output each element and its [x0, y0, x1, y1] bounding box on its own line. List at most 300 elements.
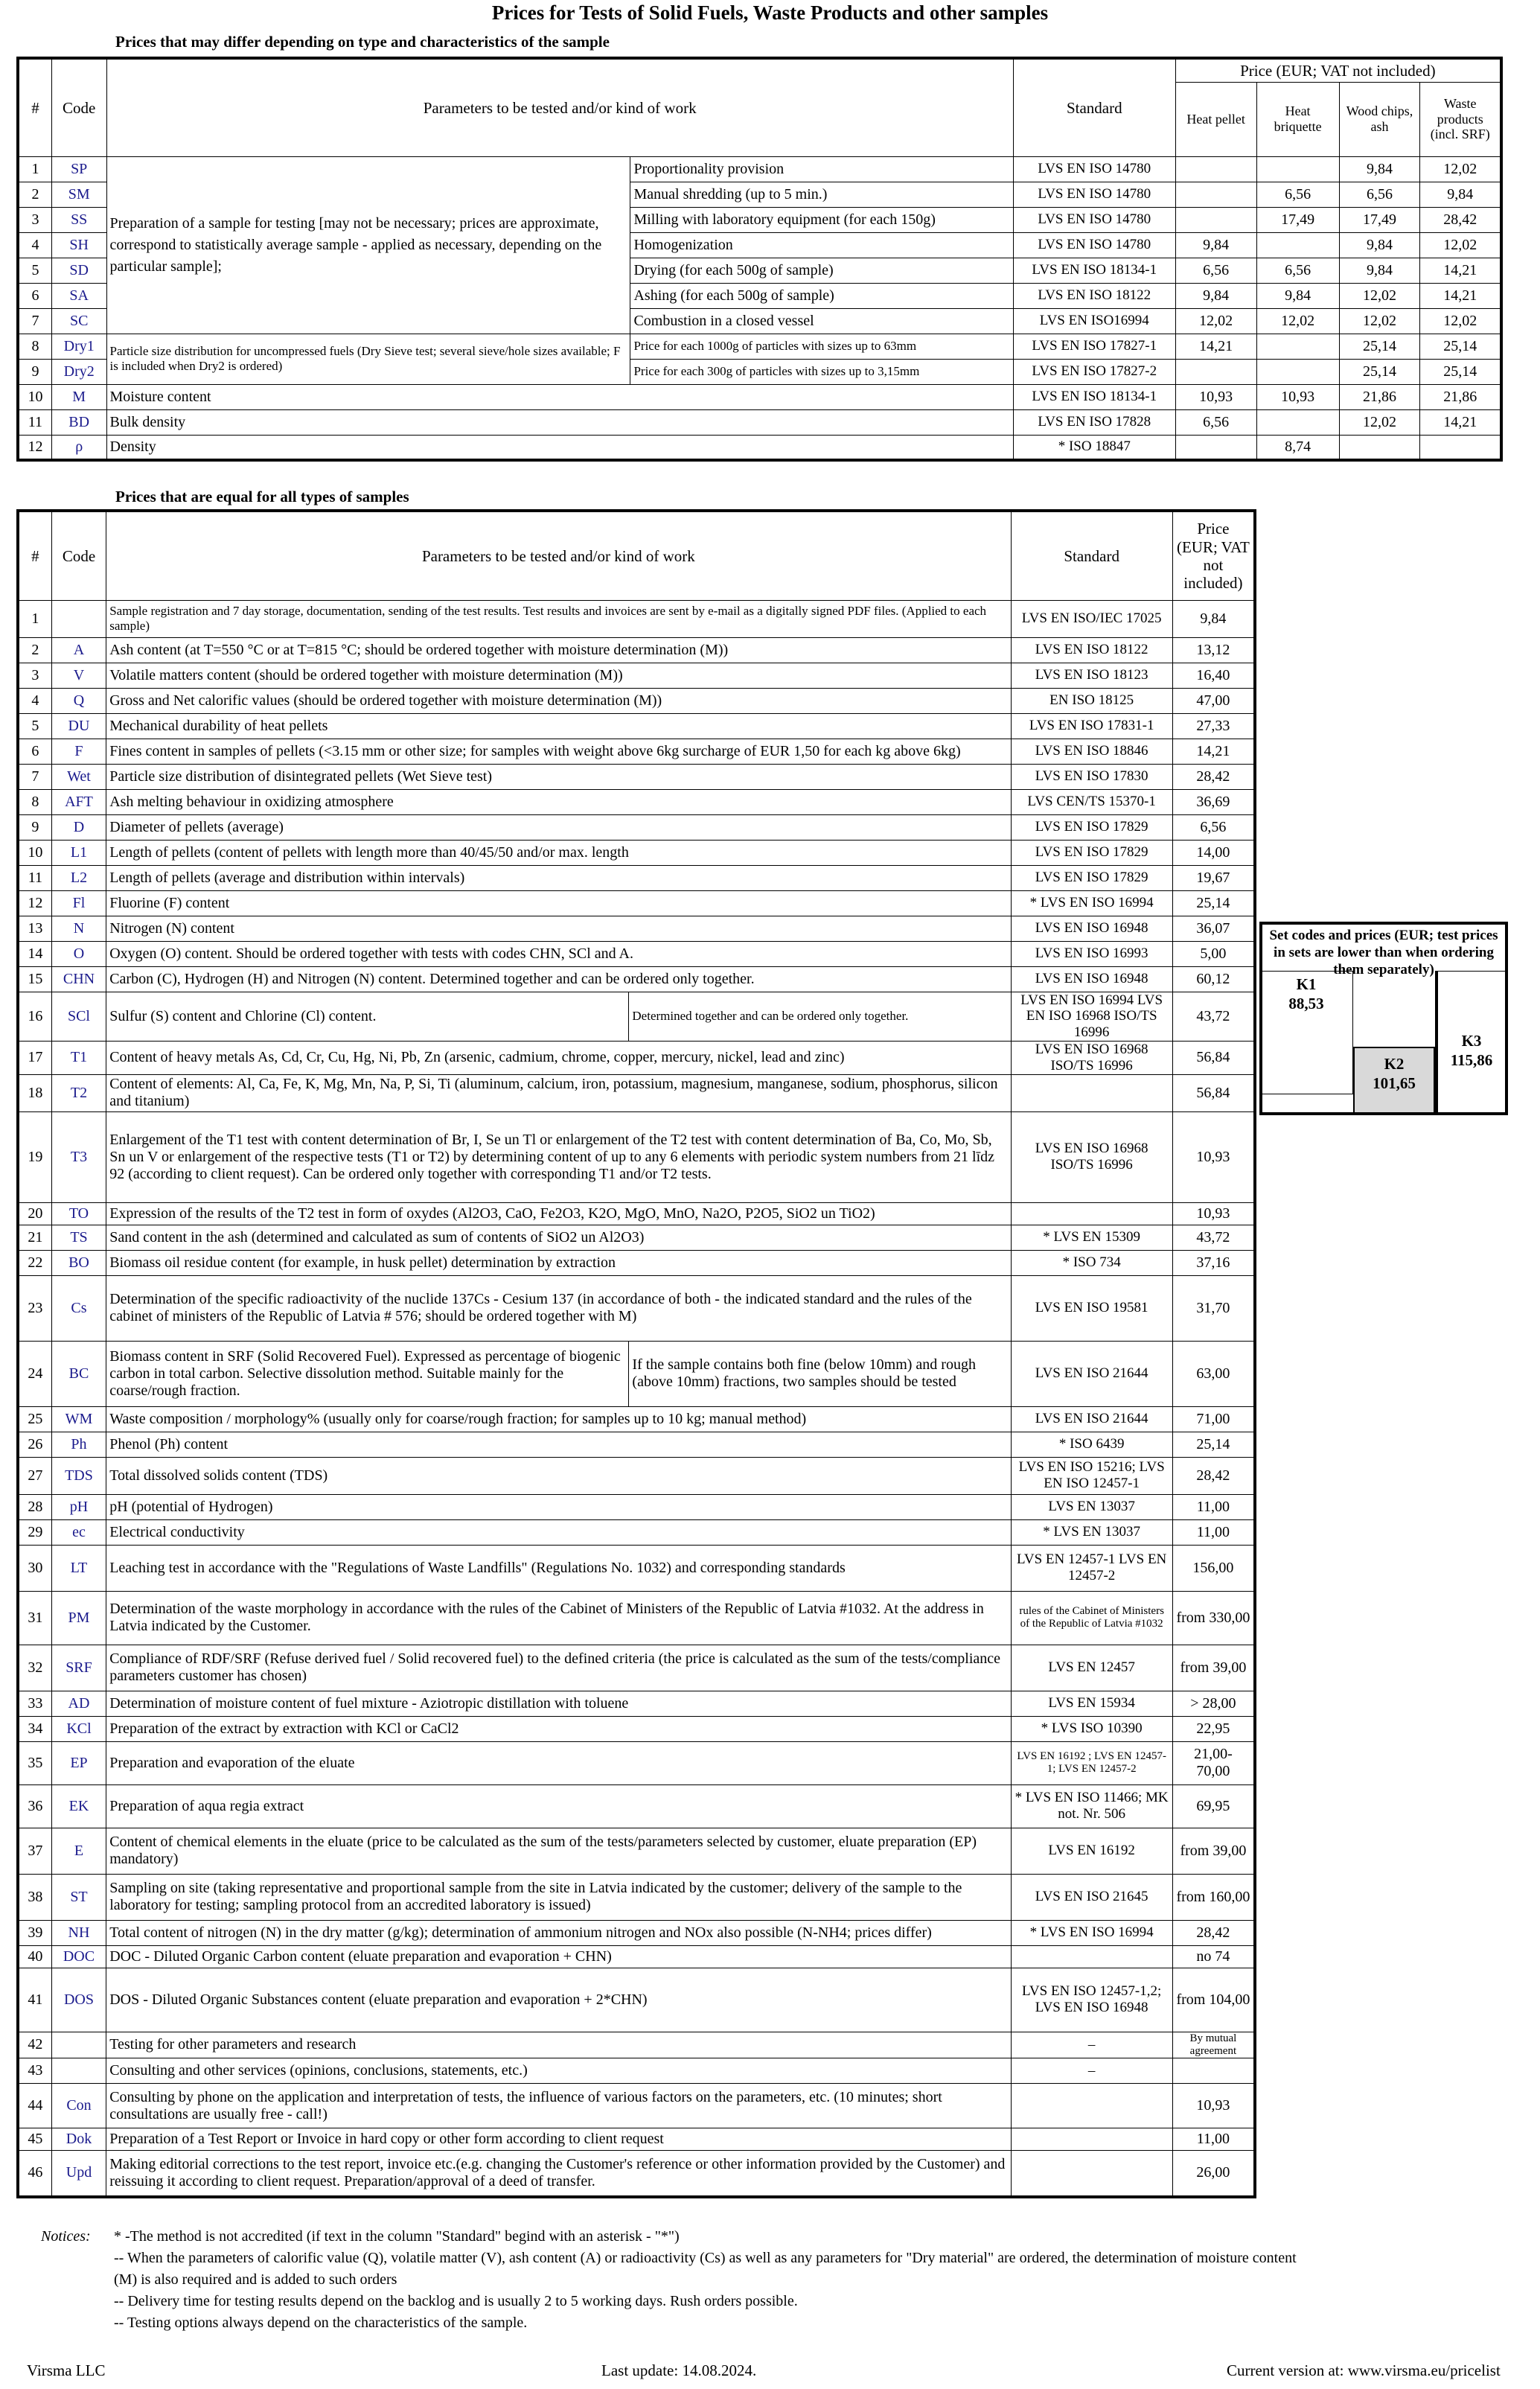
- row-num: 34: [18, 1716, 51, 1741]
- row-num: 3: [18, 663, 51, 688]
- row-standard: LVS EN ISO 14780: [1013, 207, 1175, 232]
- row-text: Preparation of the extract by extraction with KCl or CaCl2: [106, 1716, 1011, 1741]
- row-price: 6,56: [1256, 258, 1339, 283]
- table-row: [18, 1341, 1255, 1406]
- row-price: [1256, 409, 1339, 435]
- row-price: 14,21: [1420, 409, 1501, 435]
- set-k1-label: K1: [1296, 975, 1317, 993]
- row-price: 12,02: [1175, 308, 1256, 334]
- row-standard: LVS EN ISO 17831-1: [1011, 713, 1172, 739]
- row-text: Expression of the results of the T2 test in form of oxydes (Al2O3, CaO, Fe2O3, K2O, MgO, MnO, Na2O, P2O5, SiO2 un TiO2): [106, 1202, 1011, 1225]
- row-num: 37: [18, 1828, 51, 1874]
- row-text: Electrical conductivity: [106, 1519, 1011, 1545]
- row-num: 17: [18, 1042, 51, 1075]
- table-row: [18, 637, 1255, 663]
- row-text: Carbon (C), Hydrogen (H) and Nitrogen (N) content. Determined together and can be ordered only together.: [106, 966, 1011, 992]
- row-price: [1175, 156, 1256, 182]
- row-code: TS: [51, 1225, 106, 1250]
- row-num: 14: [18, 941, 51, 966]
- row-code: D: [51, 814, 106, 840]
- row-num: 8: [18, 334, 51, 359]
- row-price: 9,84: [1256, 283, 1339, 308]
- row-text: Preparation of a Test Report or Invoice in hard copy or other form according to client request: [106, 2128, 1011, 2151]
- row-code: BO: [51, 1250, 106, 1275]
- row-price: [1175, 182, 1256, 207]
- row-num: 16: [18, 992, 51, 1042]
- row-code: ρ: [51, 435, 106, 460]
- set-k2: [1353, 1047, 1435, 1115]
- row-price: [1256, 156, 1339, 182]
- row-text: Content of heavy metals As, Cd, Cr, Cu, Hg, Ni, Pb, Zn (arsenic, cadmium, chrome, copper, mercury, nickel, lead and zinc): [106, 1042, 1011, 1075]
- row-price: 9,84: [1420, 182, 1501, 207]
- row-standard: LVS EN 16192 ; LVS EN 12457-1; LVS EN 12457-2: [1011, 1741, 1172, 1784]
- row-standard: * LVS EN ISO 11466; MK not. Nr. 506: [1011, 1784, 1172, 1828]
- table-row: [18, 1741, 1255, 1784]
- table-row: [18, 1828, 1255, 1874]
- row-text: Sample registration and 7 day storage, documentation, sending of the test results. Test results and invoices are sent by e-mail as a digitally signed PDF files. (Applied to each sample): [106, 600, 1011, 637]
- row-text: Total dissolved solids content (TDS): [106, 1457, 1011, 1494]
- row-code: Cs: [51, 1275, 106, 1341]
- table-row: [18, 384, 1501, 409]
- row-text: DOC - Diluted Organic Carbon content (eluate preparation and evaporation + CHN): [106, 1945, 1011, 1968]
- row-standard: LVS EN ISO 21644: [1011, 1406, 1172, 1432]
- row-code: N: [51, 916, 106, 941]
- row-price: 9,84: [1339, 156, 1420, 182]
- dry-description: Particle size distribution for uncompressed fuels (Dry Sieve test; several sieve/hole sizes available; F is included when Dry2 is ordered): [106, 334, 630, 384]
- row-text: Determination of the specific radioactivity of the nuclide 137Cs - Cesium 137 (in accordance of both - the indicated standard and the rules of the cabinet of ministers of the Republic of Latvia # 576; should be ordered together with M): [106, 1275, 1011, 1341]
- row-price: 36,69: [1172, 789, 1255, 814]
- row-standard: LVS EN ISO 18122: [1011, 637, 1172, 663]
- row-price: 9,84: [1175, 283, 1256, 308]
- row-work: Homogenization: [630, 232, 1013, 258]
- row-code: SRF: [51, 1645, 106, 1691]
- row-price: from 39,00: [1172, 1828, 1255, 1874]
- row-code: SM: [51, 182, 106, 207]
- row-text: Sand content in the ash (determined and calculated as sum of contents of SiO2 un Al2O3): [106, 1225, 1011, 1250]
- row-work: Proportionality provision: [630, 156, 1013, 182]
- row-standard: LVS EN 15934: [1011, 1691, 1172, 1716]
- row-work: Milling with laboratory equipment (for each 150g): [630, 207, 1013, 232]
- row-price: 9,84: [1172, 600, 1255, 637]
- row-num: 20: [18, 1202, 51, 1225]
- row-standard: LVS EN ISO 16968 ISO/TS 16996: [1011, 1111, 1172, 1202]
- row-price: [1420, 435, 1501, 460]
- row-price: 10,93: [1172, 1202, 1255, 1225]
- row-work: Bulk density: [106, 409, 1013, 435]
- row-num: 4: [18, 688, 51, 713]
- row-code: SD: [51, 258, 106, 283]
- table-row: [18, 688, 1255, 713]
- row-code: L2: [51, 865, 106, 890]
- row-num: 11: [18, 865, 51, 890]
- row-num: 5: [18, 713, 51, 739]
- table-row: [18, 1432, 1255, 1457]
- row-work: Combustion in a closed vessel: [630, 308, 1013, 334]
- row-work: Manual shredding (up to 5 min.): [630, 182, 1013, 207]
- row-text: DOS - Diluted Organic Substances content (eluate preparation and evaporation + 2*CHN): [106, 1968, 1011, 2032]
- row-num: 33: [18, 1691, 51, 1716]
- row-standard: LVS EN ISO 19581: [1011, 1275, 1172, 1341]
- row-price: 28,42: [1172, 764, 1255, 789]
- row-text: Sulfur (S) content and Chlorine (Cl) content.: [106, 992, 629, 1042]
- table-row: [18, 2151, 1255, 2197]
- row-num: 10: [18, 840, 51, 865]
- row-text: Content of chemical elements in the eluate (price to be calculated as the sum of the tests/parameters selected by customer, eluate preparation (EP) mandatory): [106, 1828, 1011, 1874]
- row-price: 21,86: [1420, 384, 1501, 409]
- row-price: 9,84: [1339, 258, 1420, 283]
- row-price: 10,93: [1175, 384, 1256, 409]
- row-num: 44: [18, 2084, 51, 2128]
- col-wood-chips: Wood chips, ash: [1339, 82, 1420, 156]
- row-standard: LVS EN ISO 18123: [1011, 663, 1172, 688]
- row-price: 28,42: [1172, 1920, 1255, 1945]
- row-standard: * LVS EN 15309: [1011, 1225, 1172, 1250]
- row-price: from 330,00: [1172, 1591, 1255, 1645]
- row-standard: * ISO 18847: [1013, 435, 1175, 460]
- row-price: 12,02: [1339, 308, 1420, 334]
- row-standard: * LVS EN ISO 16994: [1011, 890, 1172, 916]
- row-standard: * ISO 734: [1011, 1250, 1172, 1275]
- row-price: 6,56: [1339, 182, 1420, 207]
- row-standard: [1011, 2128, 1172, 2151]
- row-text: Ash melting behaviour in oxidizing atmosphere: [106, 789, 1011, 814]
- row-text: Preparation of aqua regia extract: [106, 1784, 1011, 1828]
- row-num: 40: [18, 1945, 51, 1968]
- row-text: Nitrogen (N) content: [106, 916, 1011, 941]
- row-price: 31,70: [1172, 1275, 1255, 1341]
- row-code: V: [51, 663, 106, 688]
- row-standard: [1011, 1202, 1172, 1225]
- col-waste: Waste products (incl. SRF): [1420, 82, 1501, 156]
- row-code: Dry1: [51, 334, 106, 359]
- row-num: 2: [18, 182, 51, 207]
- table-row: [18, 663, 1255, 688]
- row-work: Ashing (for each 500g of sample): [630, 283, 1013, 308]
- row-price: [1175, 359, 1256, 384]
- table-row: [18, 334, 1501, 359]
- row-num: 35: [18, 1741, 51, 1784]
- row-price: 21,86: [1339, 384, 1420, 409]
- row-price: 26,00: [1172, 2151, 1255, 2197]
- row-note: Determined together and can be ordered only together.: [629, 992, 1011, 1042]
- col-code: Code: [51, 58, 106, 156]
- row-standard: LVS EN 16192: [1011, 1828, 1172, 1874]
- row-price: from 39,00: [1172, 1645, 1255, 1691]
- row-price: 8,74: [1256, 435, 1339, 460]
- row-standard: LVS EN ISO 18134-1: [1013, 258, 1175, 283]
- table-row: [18, 1202, 1255, 1225]
- table-row: [18, 941, 1255, 966]
- row-code: Con: [51, 2084, 106, 2128]
- table-row: [18, 1920, 1255, 1945]
- row-text: Consulting and other services (opinions, conclusions, statements, etc.): [106, 2058, 1011, 2084]
- row-text: Enlargement of the T1 test with content determination of Br, I, Se un Tl or enlargement of the T2 test with content determination of Ba, Co, Mo, Sb, Sn un V or enlargement of the respective tests (T1 or T2) by determining content of up to any 6 elements with periodic system numbers from 21 līdz 92 (according to client request). Can be ordered only together with corresponding T1 and/or T2 tests.: [106, 1111, 1011, 1202]
- row-code: PM: [51, 1591, 106, 1645]
- row-num: 18: [18, 1074, 51, 1111]
- set-k3-price: 115,86: [1450, 1051, 1493, 1070]
- row-code: Q: [51, 688, 106, 713]
- table-row: [18, 1691, 1255, 1716]
- row-num: 4: [18, 232, 51, 258]
- row-code: SH: [51, 232, 106, 258]
- row-standard: LVS EN 12457-1 LVS EN 12457-2: [1011, 1545, 1172, 1591]
- row-text: Testing for other parameters and research: [106, 2032, 1011, 2058]
- sets-title: Set codes and prices (EUR; test prices in sets are lower than when ordering them separately): [1259, 922, 1508, 971]
- row-text: Fines content in samples of pellets (<3.15 mm or other size; for samples with weight above 6kg surcharge of EUR 1,50 for each kg above 6kg): [106, 739, 1011, 764]
- row-standard: [1011, 1074, 1172, 1111]
- table-row: [18, 1945, 1255, 1968]
- page-title: Prices for Tests of Solid Fuels, Waste Products and other samples: [491, 1, 1049, 24]
- row-code: F: [51, 739, 106, 764]
- row-code: KCl: [51, 1716, 106, 1741]
- table-row: [18, 814, 1255, 840]
- table-row: [18, 1406, 1255, 1432]
- row-code: EP: [51, 1741, 106, 1784]
- table-row: [18, 409, 1501, 435]
- row-code: LT: [51, 1545, 106, 1591]
- row-price: [1256, 334, 1339, 359]
- row-price: 9,84: [1339, 232, 1420, 258]
- prep-description: Preparation of a sample for testing [may not be necessary; prices are approximate, correspond to statistically average sample - applied as necessary, depending on the particular sample];: [106, 156, 630, 334]
- row-price: 19,67: [1172, 865, 1255, 890]
- table-row: [18, 435, 1501, 460]
- table-row: [18, 1645, 1255, 1691]
- row-price: 22,95: [1172, 1716, 1255, 1741]
- price-table-variable: [16, 57, 1503, 462]
- row-price: 14,21: [1420, 258, 1501, 283]
- row-num: 1: [18, 600, 51, 637]
- row-price: [1339, 435, 1420, 460]
- row-code: TDS: [51, 1457, 106, 1494]
- row-text: Biomass content in SRF (Solid Recovered Fuel). Expressed as percentage of biogenic carbon in total carbon. Selective dissolution method. Suitable mainly for the coarse/rough fraction.: [106, 1341, 629, 1406]
- row-text: Diameter of pellets (average): [106, 814, 1011, 840]
- row-code: Fl: [51, 890, 106, 916]
- row-num: 9: [18, 359, 51, 384]
- col2-price: Price (EUR; VAT not included): [1172, 511, 1255, 600]
- row-price: 60,12: [1172, 966, 1255, 992]
- row-code: Dry2: [51, 359, 106, 384]
- col-params: Parameters to be tested and/or kind of work: [106, 58, 1013, 156]
- row-price: 21,00- 70,00: [1172, 1741, 1255, 1784]
- row-code: DOS: [51, 1968, 106, 2032]
- row-code: ST: [51, 1874, 106, 1920]
- section1-subtitle: Prices that may differ depending on type and characteristics of the sample: [115, 33, 610, 51]
- set-k2-label: K2: [1384, 1055, 1405, 1073]
- row-price: 25,14: [1339, 359, 1420, 384]
- row-num: 25: [18, 1406, 51, 1432]
- row-code: A: [51, 637, 106, 663]
- row-standard: EN ISO 18125: [1011, 688, 1172, 713]
- row-num: 21: [18, 1225, 51, 1250]
- row-standard: LVS EN ISO 17827-2: [1013, 359, 1175, 384]
- row-standard: LVS EN ISO 21645: [1011, 1874, 1172, 1920]
- row-code: T3: [51, 1111, 106, 1202]
- row-price: 17,49: [1339, 207, 1420, 232]
- row-price: [1172, 2058, 1255, 2084]
- row-standard: LVS EN ISO 17829: [1011, 865, 1172, 890]
- row-price: 9,84: [1175, 232, 1256, 258]
- row-standard: LVS EN ISO16994: [1013, 308, 1175, 334]
- row-price: 25,14: [1420, 334, 1501, 359]
- row-price: 14,21: [1175, 334, 1256, 359]
- row-num: 12: [18, 435, 51, 460]
- row-text: Particle size distribution of disintegrated pellets (Wet Sieve test): [106, 764, 1011, 789]
- row-code: AD: [51, 1691, 106, 1716]
- row-num: 23: [18, 1275, 51, 1341]
- row-num: 22: [18, 1250, 51, 1275]
- table-row: [18, 992, 1255, 1042]
- row-standard: LVS EN ISO 17827-1: [1013, 334, 1175, 359]
- table-row: [18, 2032, 1255, 2058]
- row-standard: [1011, 2084, 1172, 2128]
- row-text: Sampling on site (taking representative and proportional sample from the site in Latvia indicated by the customer; delivery of the sample to the laboratory for testing; sampling protocol from an accredited laboratory is issued): [106, 1874, 1011, 1920]
- row-standard: LVS EN ISO 14780: [1013, 182, 1175, 207]
- row-price: 12,02: [1420, 308, 1501, 334]
- row-code: SA: [51, 283, 106, 308]
- table-row: [18, 2128, 1255, 2151]
- row-price: 56,84: [1172, 1042, 1255, 1075]
- row-code: SP: [51, 156, 106, 182]
- row-price: 6,56: [1175, 258, 1256, 283]
- row-standard: LVS EN ISO 16994 LVS EN ISO 16968 ISO/TS 16996: [1011, 992, 1172, 1042]
- row-standard: LVS EN ISO 14780: [1013, 232, 1175, 258]
- row-price: [1256, 232, 1339, 258]
- row-code: E: [51, 1828, 106, 1874]
- table-row: [18, 600, 1255, 637]
- row-work: Density: [106, 435, 1013, 460]
- table-row: [18, 2058, 1255, 2084]
- row-standard: LVS EN ISO 18122: [1013, 283, 1175, 308]
- col-heat-pellet: Heat pellet: [1175, 82, 1256, 156]
- row-text: Mechanical durability of heat pellets: [106, 713, 1011, 739]
- row-num: 39: [18, 1920, 51, 1945]
- row-num: 7: [18, 308, 51, 334]
- row-text: Biomass oil residue content (for example, in husk pellet) determination by extraction: [106, 1250, 1011, 1275]
- row-num: 27: [18, 1457, 51, 1494]
- row-price: 16,40: [1172, 663, 1255, 688]
- row-standard: LVS EN ISO 16948: [1011, 916, 1172, 941]
- row-standard: [1011, 2151, 1172, 2197]
- row-code: T1: [51, 1042, 106, 1075]
- row-price: 25,14: [1172, 1432, 1255, 1457]
- row-code: SCl: [51, 992, 106, 1042]
- row-code: [51, 2058, 106, 2084]
- set-k3-label: K3: [1461, 1032, 1482, 1050]
- row-standard: LVS CEN/TS 15370-1: [1011, 789, 1172, 814]
- row-price: 10,93: [1256, 384, 1339, 409]
- row-text: Preparation and evaporation of the eluate: [106, 1741, 1011, 1784]
- row-num: 31: [18, 1591, 51, 1645]
- row-price: 11,00: [1172, 2128, 1255, 2151]
- footer-current: Current version at: www.virsma.eu/pricelist: [1227, 2361, 1501, 2379]
- table-row: [18, 1591, 1255, 1645]
- row-price: 25,14: [1420, 359, 1501, 384]
- row-standard: LVS EN ISO 17829: [1011, 814, 1172, 840]
- row-num: 9: [18, 814, 51, 840]
- row-standard: [1011, 1945, 1172, 1968]
- row-text: Waste composition / morphology% (usually only for coarse/rough fraction; for samples up to 10 kg; manual method): [106, 1406, 1011, 1432]
- row-standard: LVS EN ISO 17830: [1011, 764, 1172, 789]
- row-num: 32: [18, 1645, 51, 1691]
- row-code: NH: [51, 1920, 106, 1945]
- set-k2-price: 101,65: [1373, 1074, 1416, 1093]
- row-text: Volatile matters content (should be ordered together with moisture determination (M)): [106, 663, 1011, 688]
- row-standard: LVS EN ISO 21644: [1011, 1341, 1172, 1406]
- row-price: 12,02: [1420, 156, 1501, 182]
- row-price: > 28,00: [1172, 1691, 1255, 1716]
- col-standard: Standard: [1013, 58, 1175, 156]
- row-standard: –: [1011, 2032, 1172, 2058]
- row-standard: LVS EN ISO 16993: [1011, 941, 1172, 966]
- row-code: T2: [51, 1074, 106, 1111]
- row-text: Total content of nitrogen (N) in the dry matter (g/kg); determination of ammonium nitrogen and NOx also possible (N-NH4; prices differ): [106, 1920, 1011, 1945]
- row-standard: –: [1011, 2058, 1172, 2084]
- row-num: 2: [18, 637, 51, 663]
- set-k1-price: 88,53: [1288, 995, 1324, 1013]
- row-num: 3: [18, 207, 51, 232]
- notices-label: Notices:: [41, 2228, 91, 2245]
- row-price: 47,00: [1172, 688, 1255, 713]
- table-row: [18, 2084, 1255, 2128]
- row-num: 19: [18, 1111, 51, 1202]
- row-code: pH: [51, 1494, 106, 1519]
- col-price-group: Price (EUR; VAT not included): [1175, 58, 1501, 82]
- row-price: 14,00: [1172, 840, 1255, 865]
- row-price: 14,21: [1420, 283, 1501, 308]
- row-text: Length of pellets (content of pellets with length more than 40/45/50 and/or max. length: [106, 840, 1011, 865]
- row-price: 6,56: [1256, 182, 1339, 207]
- row-text: Oxygen (O) content. Should be ordered together with tests with codes CHN, SCl and A.: [106, 941, 1011, 966]
- row-standard: * ISO 6439: [1011, 1432, 1172, 1457]
- footer-company: Virsma LLC: [27, 2361, 106, 2379]
- row-text: Making editorial corrections to the test report, invoice etc.(e.g. changing the Customer's reference or other information provided by the Customer) and reissuing it according to client request. Preparation/approval of a deed of transfer.: [106, 2151, 1011, 2197]
- row-standard: LVS EN ISO 16948: [1011, 966, 1172, 992]
- section2-subtitle: Prices that are equal for all types of samples: [115, 488, 409, 505]
- row-text: Determination of moisture content of fuel mixture - Aziotropic distillation with toluene: [106, 1691, 1011, 1716]
- row-text: Content of elements: Al, Ca, Fe, K, Mg, Mn, Na, P, Si, Ti (aluminum, calcium, iron, potassium, magnesium, manganese, sodium, phosphorus, silicon and titanium): [106, 1074, 1011, 1111]
- table-row: [18, 713, 1255, 739]
- table-row: [18, 1042, 1255, 1075]
- row-work: Price for each 300g of particles with sizes up to 3,15mm: [630, 359, 1013, 384]
- row-standard: * LVS EN 13037: [1011, 1519, 1172, 1545]
- row-num: 36: [18, 1784, 51, 1828]
- row-code: TO: [51, 1202, 106, 1225]
- row-price: 6,56: [1175, 409, 1256, 435]
- table-row: [18, 739, 1255, 764]
- row-num: 28: [18, 1494, 51, 1519]
- row-standard: LVS EN ISO 15216; LVS EN ISO 12457-1: [1011, 1457, 1172, 1494]
- row-price: 43,72: [1172, 992, 1255, 1042]
- row-work: Price for each 1000g of particles with sizes up to 63mm: [630, 334, 1013, 359]
- row-standard: LVS EN ISO 17829: [1011, 840, 1172, 865]
- row-code: Wet: [51, 764, 106, 789]
- table-row: [18, 1519, 1255, 1545]
- notice-line: -- Delivery time for testing results depend on the backlog and is usually 2 to 5 working days. Rush orders possible.: [114, 2293, 798, 2309]
- table-row: [18, 156, 1501, 182]
- row-price: from 104,00: [1172, 1968, 1255, 2032]
- row-price: 71,00: [1172, 1406, 1255, 1432]
- row-standard: rules of the Cabinet of Ministers of the Republic of Latvia #1032: [1011, 1591, 1172, 1645]
- table-row: [18, 1968, 1255, 2032]
- row-text: Gross and Net calorific values (should be ordered together with moisture determination (M)): [106, 688, 1011, 713]
- row-standard: LVS EN 12457: [1011, 1645, 1172, 1691]
- col2-standard: Standard: [1011, 511, 1172, 600]
- row-price: no 74: [1172, 1945, 1255, 1968]
- row-num: 15: [18, 966, 51, 992]
- row-standard: LVS EN ISO 16968 ISO/TS 16996: [1011, 1042, 1172, 1075]
- row-code: BD: [51, 409, 106, 435]
- col2-params: Parameters to be tested and/or kind of work: [106, 511, 1011, 600]
